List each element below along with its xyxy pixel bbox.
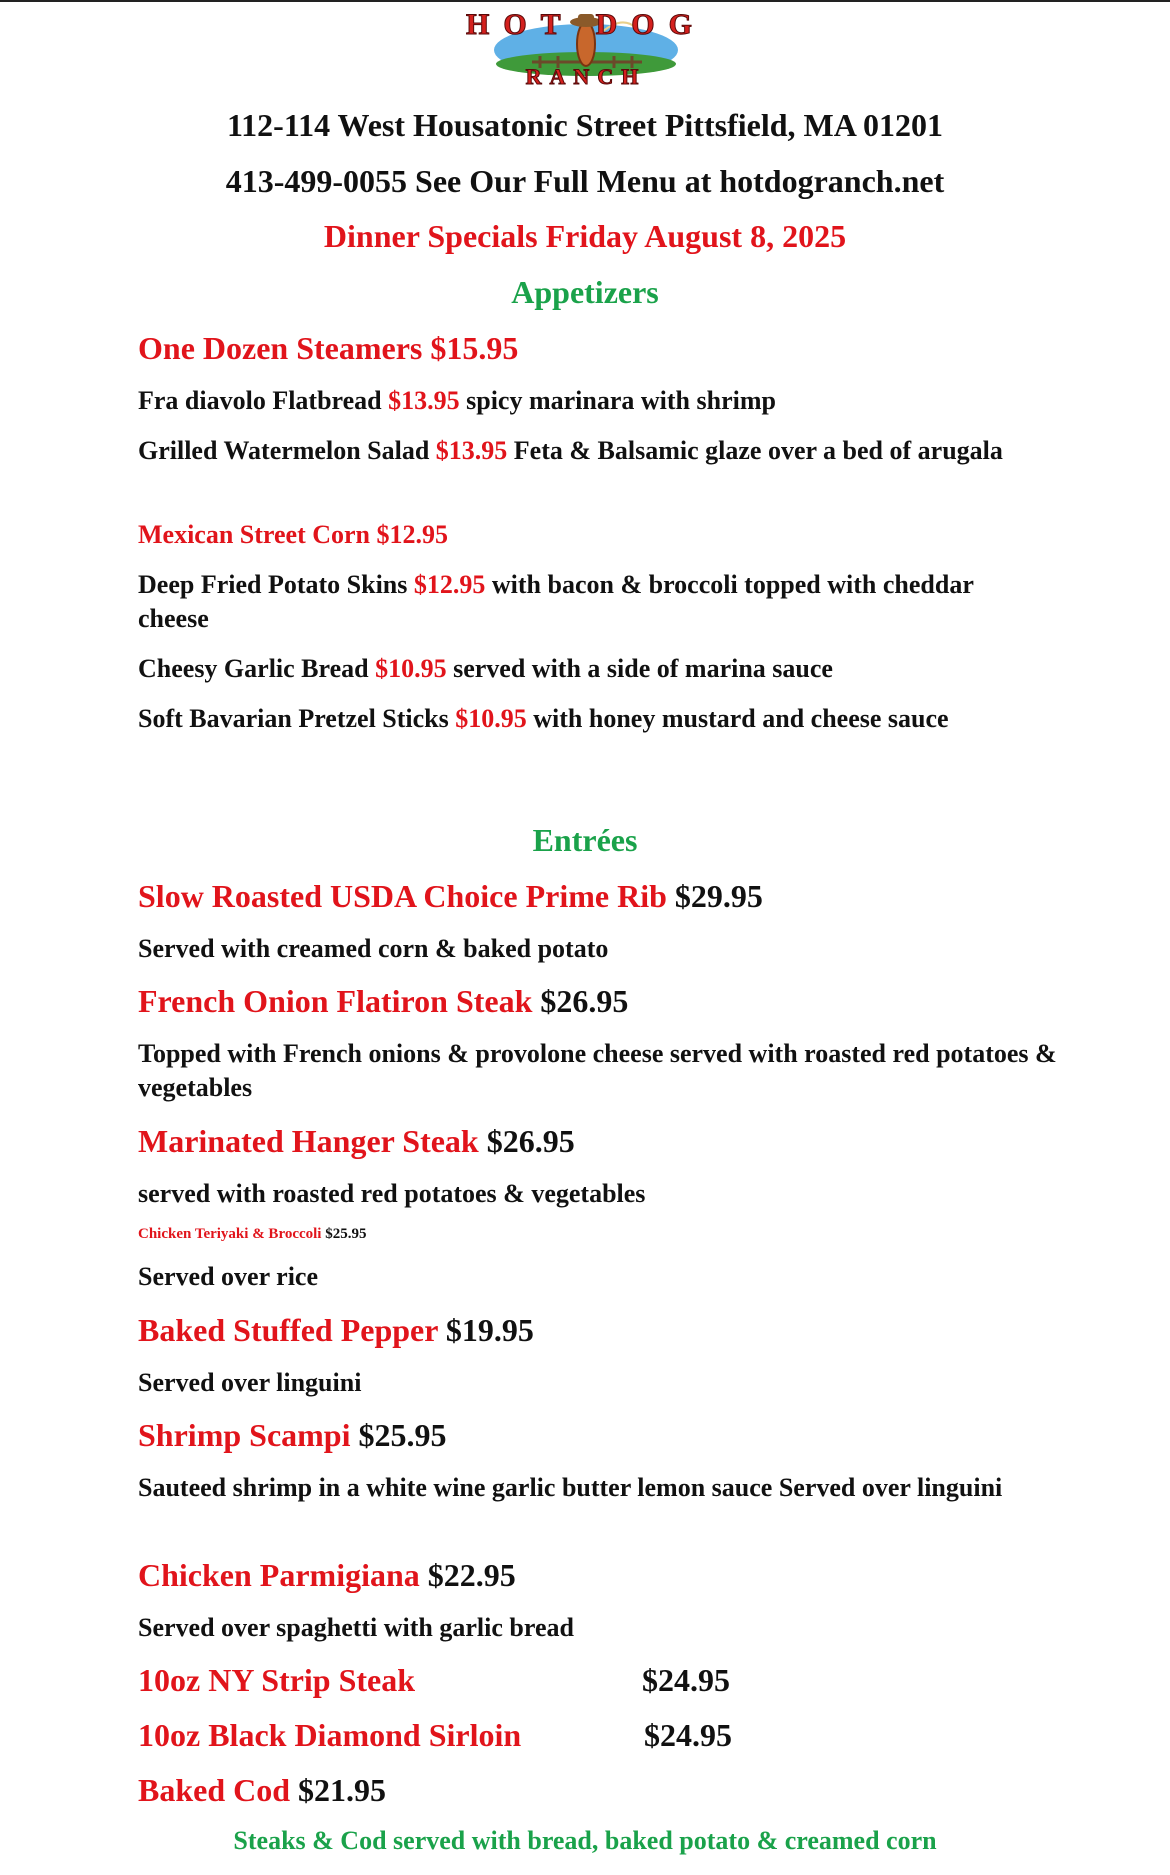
hot-dog-ranch-logo: [462, 4, 710, 88]
item-name: Chicken Parmigiana: [138, 1557, 420, 1593]
entree-item-name: 10oz NY Strip Steak: [138, 1662, 416, 1698]
entree-item: [138, 983, 1038, 1020]
entree-item: [138, 1417, 1038, 1454]
logo-top-text: HOT DOG: [466, 8, 706, 41]
appetizer-item: [138, 330, 1038, 367]
entree-item: [138, 1772, 1038, 1809]
logo-bottom-text: RANCH: [525, 64, 647, 88]
appetizer-item: [138, 702, 1038, 736]
entree-item: [138, 878, 1038, 915]
item-description: spicy marinara with shrimp: [459, 386, 776, 415]
item-price: $26.95: [478, 1123, 575, 1159]
item-price: $25.95: [350, 1417, 447, 1453]
item-name: Mexican Street Corn $12.95: [138, 520, 449, 549]
item-name: Fra diavolo Flatbread: [138, 386, 389, 415]
entree-item-name: 10oz Black Diamond Sirloin: [138, 1717, 522, 1753]
item-name: Chicken Teriyaki & Broccoli: [138, 1226, 322, 1242]
phone-line: 413-499-0055 See Our Full Menu at hotdogranch.net: [225, 163, 945, 199]
item-name: Deep Fried Potato Skins: [138, 570, 414, 599]
item-name: Slow Roasted USDA Choice Prime Rib: [138, 878, 667, 914]
entree-item: [138, 1123, 1038, 1160]
top-border: [0, 0, 1170, 2]
address-line: 112-114 West Housatonic Street Pittsfield, MA 01201: [226, 107, 944, 143]
appetizer-item: [138, 518, 1038, 552]
specials-title: Dinner Specials Friday August 8, 2025: [323, 218, 847, 254]
item-price: $19.95: [437, 1312, 534, 1348]
entree-description: Served over linguini: [138, 1368, 362, 1397]
item-name: Baked Cod: [138, 1772, 291, 1808]
item-name: Cheesy Garlic Bread: [138, 654, 376, 683]
item-description: with bacon & broccoli topped with cheddar cheese: [138, 570, 974, 633]
item-price: $13.95: [435, 436, 508, 465]
entree-description: Sauteed shrimp in a white wine garlic butter lemon sauce Served over linguini: [138, 1473, 1003, 1502]
appetizer-item: [138, 384, 1038, 418]
item-price: $29.95: [666, 878, 763, 914]
entree-item: [138, 1312, 1038, 1349]
entrees-footer-note: Steaks & Cod served with bread, baked potato & creamed corn: [233, 1826, 937, 1855]
item-price: $12.95: [413, 570, 486, 599]
item-description: with honey mustard and cheese sauce: [526, 704, 949, 733]
item-name: Baked Stuffed Pepper: [138, 1312, 438, 1348]
item-price: $22.95: [419, 1557, 516, 1593]
item-description: Feta & Balsamic glaze over a bed of arugala: [507, 436, 1003, 465]
item-name: French Onion Flatiron Steak: [138, 983, 533, 1019]
item-price: $10.95: [375, 654, 447, 683]
entree-description: Served over rice: [138, 1262, 318, 1291]
entree-description: served with roasted red potatoes & vegetables: [138, 1179, 646, 1208]
entree-item-price: $24.95: [642, 1662, 730, 1698]
item-name: Soft Bavarian Pretzel Sticks: [138, 704, 456, 733]
entree-description: Topped with French onions & provolone cheese served with roasted red potatoes & vegetables: [138, 1039, 1057, 1102]
entree-description: Served over spaghetti with garlic bread: [138, 1613, 574, 1642]
appetizer-item: [138, 434, 1038, 468]
appetizer-item: [138, 568, 1038, 636]
entree-item: [138, 1557, 1038, 1594]
entree-description: Served with creamed corn & baked potato: [138, 934, 609, 963]
entrees-heading: Entrées: [532, 822, 638, 858]
item-price: $26.95: [532, 983, 629, 1019]
item-name: One Dozen Steamers $15.95: [138, 330, 519, 366]
item-price: $13.95: [388, 386, 460, 415]
item-description: served with a side of marina sauce: [446, 654, 833, 683]
appetizer-item: [138, 652, 1038, 686]
item-price: $10.95: [455, 704, 527, 733]
item-price: $21.95: [290, 1772, 387, 1808]
appetizers-heading: Appetizers: [511, 274, 659, 310]
item-name: Shrimp Scampi: [138, 1417, 351, 1453]
item-name: Marinated Hanger Steak: [138, 1123, 479, 1159]
item-name: Grilled Watermelon Salad: [138, 436, 436, 465]
item-price: $25.95: [321, 1226, 367, 1242]
entree-item: [138, 1226, 1038, 1243]
entree-item-price: $24.95: [644, 1717, 732, 1753]
